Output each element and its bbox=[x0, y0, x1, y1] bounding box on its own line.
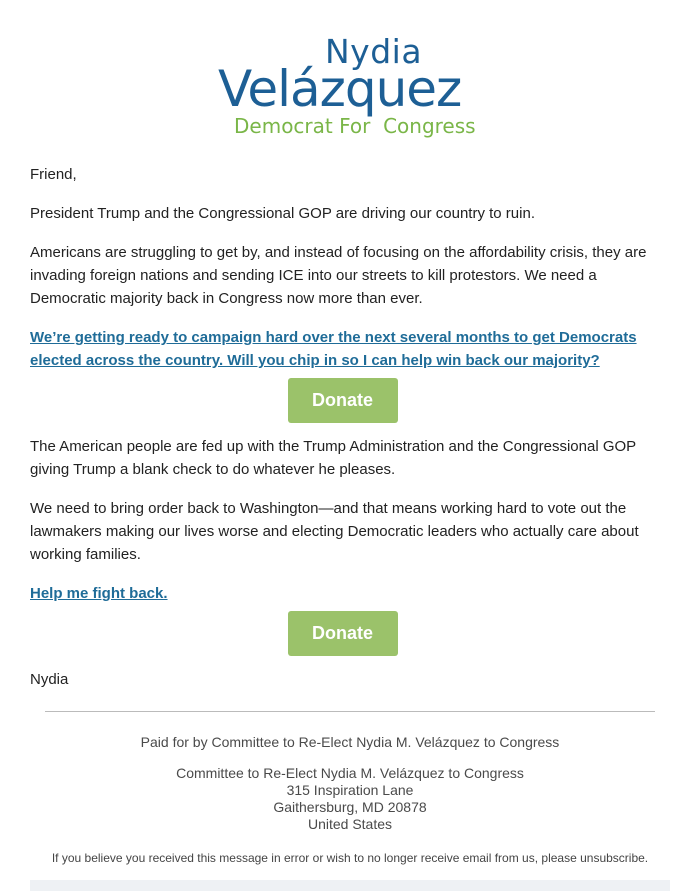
paragraph-1: President Trump and the Congressional GOP are driving our country to ruin. bbox=[30, 205, 535, 222]
address-city: Gaithersburg, MD 20878 bbox=[273, 799, 427, 815]
address-country: United States bbox=[307, 816, 393, 832]
donate-button[interactable]: Donate bbox=[288, 611, 398, 656]
bottom-bar bbox=[30, 880, 670, 891]
signature: Nydia bbox=[30, 671, 69, 688]
donate-link-campaign[interactable]: We’re getting ready to campaign hard over the next several months to get Democrats elected across the country. Will you chip in so I can help win back our majority? bbox=[30, 329, 637, 369]
help-fight-back-link[interactable]: Help me fight back. bbox=[30, 585, 168, 602]
logo-last-name: Velázquez bbox=[218, 60, 462, 118]
logo-first-name: Nydia bbox=[325, 32, 423, 71]
logo-tagline: Democrat For Congress bbox=[234, 114, 476, 138]
campaign-logo bbox=[0, 30, 700, 140]
footer-divider bbox=[45, 711, 655, 712]
donate-button[interactable]: Donate bbox=[288, 378, 398, 423]
paragraph-2: Americans are struggling to get by, and instead of focusing on the affordability crisis, they are invading foreign nations and sending ICE into our streets to kill protestors. We need a Democratic majority back in Congress now more than ever. bbox=[30, 244, 647, 307]
greeting: Friend, bbox=[30, 166, 77, 183]
paid-for-disclaimer: Paid for by Committee to Re-Elect Nydia M. Velázquez to Congress bbox=[140, 734, 560, 750]
committee-address bbox=[0, 765, 700, 833]
paragraph-3: The American people are fed up with the Trump Administration and the Congressional GOP giving Trump a blank check to do whatever he pleases. bbox=[30, 438, 636, 478]
committee-name: Committee to Re-Elect Nydia M. Velázquez to Congress bbox=[176, 765, 524, 781]
address-street: 315 Inspiration Lane bbox=[286, 782, 414, 798]
donate-button-wrap-2 bbox=[30, 611, 655, 656]
donate-button-wrap-1 bbox=[30, 378, 655, 423]
email-body bbox=[30, 163, 655, 707]
paragraph-4: We need to bring order back to Washington—and that means working hard to vote out the lawmakers making our lives worse and electing Democratic leaders who actually care about working families. bbox=[30, 500, 639, 563]
unsubscribe-notice[interactable]: If you believe you received this message in error or wish to no longer receive email from us, please unsubscribe. bbox=[51, 851, 649, 865]
